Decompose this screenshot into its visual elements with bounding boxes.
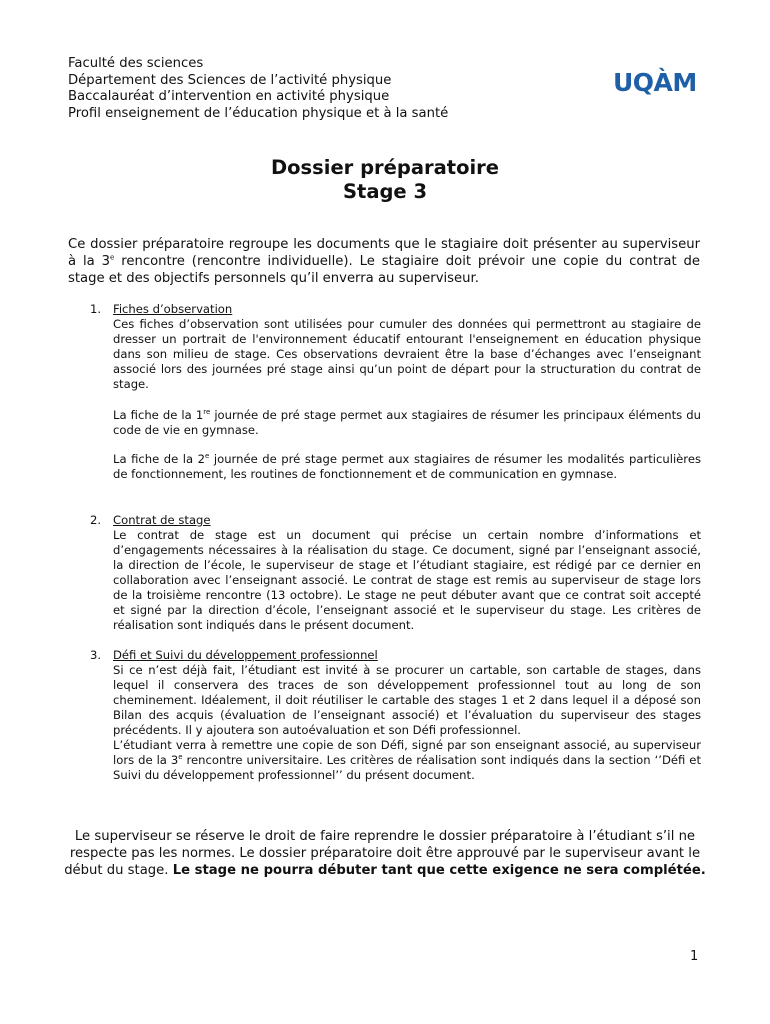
program-line: Baccalauréat d’intervention en activité physique — [68, 89, 390, 105]
item-body-continued: L’étudiant verra à remettre une copie de son Défi, signé par son enseignant associé, au superviseur lors de la 3e rencontre universitaire. Les critères de réalisation sont indiqués dans la section ‘’Défi et Suivi du développement professionnel’’ du présent document. — [113, 738, 701, 782]
document-title — [0, 156, 770, 204]
intro-paragraph: Ce dossier préparatoire regroupe les documents que le stagiaire doit présenter au superviseur à la 3e rencontre (rencontre individuelle). Le stagiaire doit prévoir une copie du contrat de stage et des objectifs personnels qu’il enverra au superviseur. — [68, 237, 700, 286]
list-item-2 — [68, 513, 701, 633]
sub-paragraph: La fiche de la 2e journée de pré stage permet aux stagiaires de résumer les modalités particulières de fonctionnement, les routines de fonctionnement et de communication en gymnase. — [113, 452, 701, 481]
item-number: 1. — [90, 302, 102, 316]
list-item-3 — [68, 648, 701, 783]
item-heading: Contrat de stage — [113, 513, 211, 527]
institution-header — [68, 56, 448, 122]
closing-warning: Le stage ne pourra débuter tant que cette exigence ne sera complétée. — [172, 862, 706, 878]
sub-paragraph: La fiche de la 1re journée de pré stage permet aux stagiaires de résumer les principaux éléments du code de vie en gymnase. — [113, 408, 701, 437]
title-line-1: Dossier préparatoire — [270, 156, 500, 179]
page-number: 1 — [690, 949, 699, 964]
item-heading: Défi et Suivi du développement professionnel — [113, 648, 378, 662]
item-body: Ces fiches d’observation sont utilisées pour cumuler des données qui permettront au stagiaire de dresser un portrait de l'environnement éducatif entourant l'enseignement en éducation physique dans son milieu de stage. Ces observations devraient être la base d’échanges avec l’enseignant associé lors des journées pré stage ainsi qu’un point de départ pour la structuration du contrat de stage. — [113, 317, 701, 391]
item-heading: Fiches d’observation — [113, 302, 233, 316]
title-line-2: Stage 3 — [342, 180, 428, 203]
faculty-line: Faculté des sciences — [68, 56, 204, 71]
list-item-1 — [68, 302, 701, 482]
item-body: Le contrat de stage est un document qui précise un certain nombre d’informations et d’engagements nécessaires à la réalisation du stage. Ce document, signé par l’enseignant associé, la direction de l’école, le superviseur de stage et l’étudiant stagiaire, est rédigé par ce dernier en collaboration avec l’enseignant associé. Le contrat de stage est remis au superviseur de stage lors de la troisième rencontre (13 octobre). Le stage ne peut débuter avant que ce contrat soit accepté et signé par la direction d’école, l’enseignant associé et le superviseur du stage. Les critères de réalisation sont indiqués dans le présent document. — [113, 528, 701, 632]
item-number: 2. — [90, 513, 102, 527]
profile-line: Profil enseignement de l’éducation physique et à la santé — [68, 105, 449, 121]
department-line: Département des Sciences de l’activité physique — [68, 72, 392, 88]
item-number: 3. — [90, 648, 102, 662]
closing-paragraph: Le superviseur se réserve le droit de faire reprendre le dossier préparatoire à l’étudiant s’il ne respecte pas les normes. Le dossier préparatoire doit être approuvé par le superviseur avant le début du stage. Le stage ne pourra débuter tant que cette exigence ne sera complétée. — [64, 829, 706, 878]
uqam-logo: UQÀM — [613, 68, 697, 97]
item-body: Si ce n’est déjà fait, l’étudiant est invité à se procurer un cartable, son cartable de stages, dans lequel il conservera des traces de son développement professionnel tout au long de son cheminement. Idéalement, il doit réutiliser le cartable des stages 1 et 2 dans lequel il a déposé son Bilan des acquis (évaluation de l’enseignant associé) et l’évaluation du superviseur des stages précédents. Il y ajoutera son autoévaluation et son Défi professionnel. — [113, 663, 701, 737]
